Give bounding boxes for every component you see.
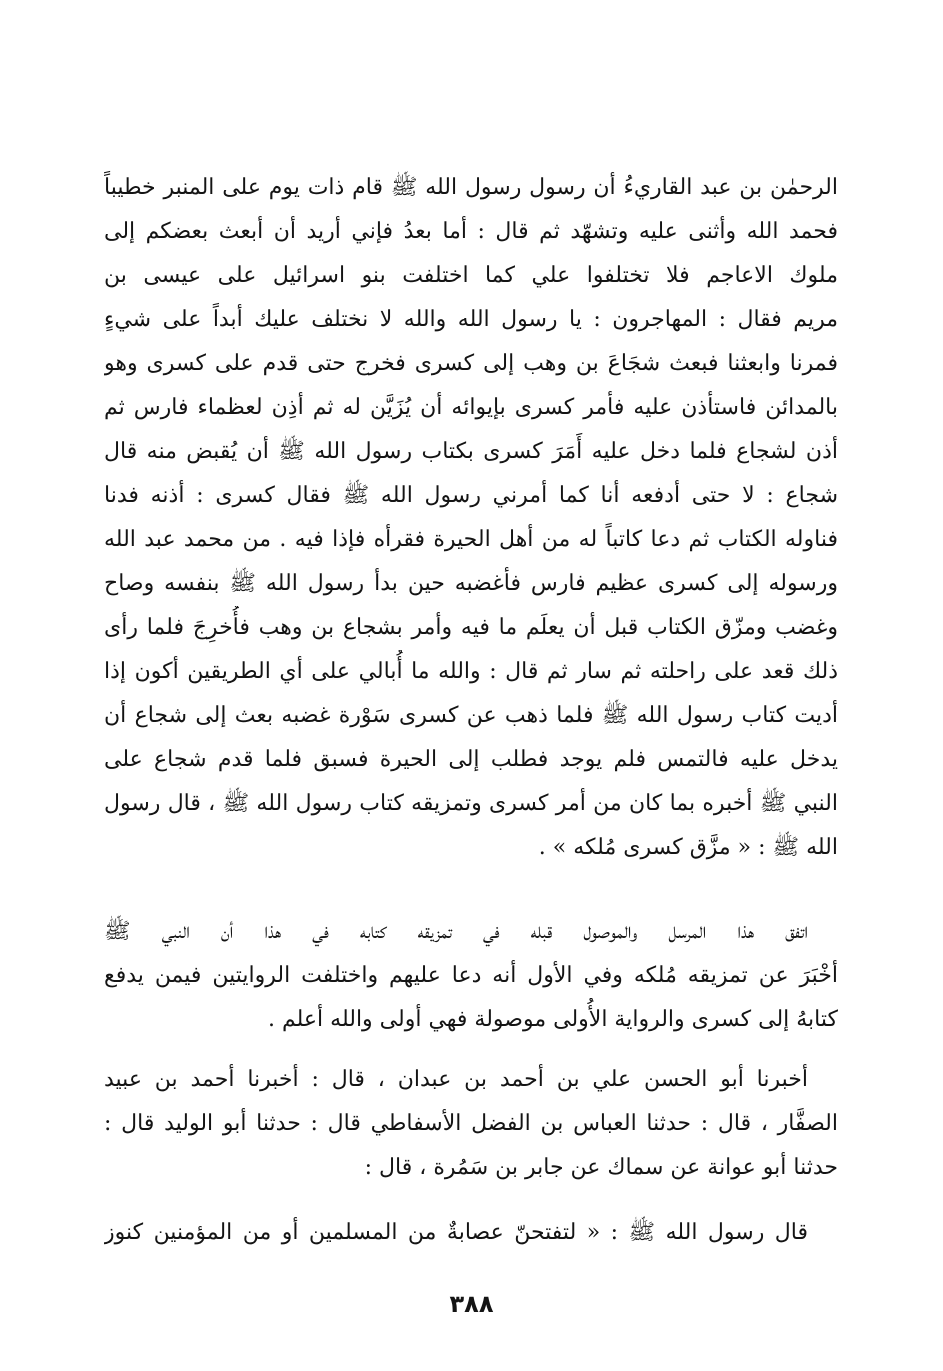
text-line: مريم فقال : المهاجرون : يا رسول الله والله لا نختلف عليك أبداً على شيءٍ (104, 307, 838, 332)
text-line: قال رسول الله ﷺ : « لتفتحنّ عصابةٌ من المسلمين أو من المؤمنين كنوز (104, 1220, 808, 1245)
page-number: ٣٨٨ (449, 1290, 494, 1318)
text-line: كتابهُ إلى كسرى والرواية الأُولى موصولة فهي أولى والله أعلم . (268, 1007, 838, 1032)
text-line: أديت كتاب رسول الله ﷺ فلما ذهب عن كسرى سَوْرة غضبه بعث إلى شجاع أن (104, 703, 838, 728)
text-line: أذن لشجاع فلما دخل عليه أَمَرَ كسرى بكتاب رسول الله ﷺ أن يُقبض منه قال (104, 439, 838, 464)
text-line: اتفق هذا المرسل والموصول قبله في تمزيقه كتابه في هذا أن النبي ﷺ (104, 919, 808, 944)
text-line: أخبرنا أبو الحسن علي بن أحمد بن عبدان ، قال : أخبرنا أحمد بن عبيد (104, 1067, 808, 1092)
text-line: بالمدائن فاستأذن عليه فأمر كسرى بإيوائه أن يُزَيَّن له ثم أذِن لعظماء فارس ثم (104, 395, 838, 420)
text-line: أخْبَرَ عن تمزيقه مُلكه وفي الأول أنه دعا عليهم واختلفت الروايتين فيمن يدفع (104, 963, 838, 988)
text-line: فناوله الكتاب ثم دعا كاتباً له من أهل الحيرة فقرأه فإذا فيه . من محمد عبد الله (104, 527, 838, 552)
paragraph-hadith (104, 1211, 838, 1255)
text-line: الرحمٰن بن عبد القاريءُ أن رسول رسول الله ﷺ قام ذات يوم على المنبر خطيباً (104, 175, 838, 200)
text-line: الصفَّار ، قال : حدثنا العباس بن الفضل الأسفاطي قال : حدثنا أبو الوليد قال : (104, 1111, 838, 1136)
text-line: النبي ﷺ أخبره بما كان من أمر كسرى وتمزيقه كتاب رسول الله ﷺ ، قال رسول (104, 791, 838, 816)
text-line: ذلك قعد على راحلته ثم سار ثم قال : والله ما أُبالي على أي الطريقين أكون إذا (104, 659, 838, 684)
text-line: يدخل عليه فالتمس فلم يوجد فطلب إلى الحيرة فسبق فلما قدم شجاع على (104, 747, 838, 772)
text-line: شجاع : لا حتى أدفعه أنا كما أمرني رسول الله ﷺ فقال كسرى : أذنه فدنا (104, 483, 838, 508)
text-line: الله ﷺ : « مزَّق كسرى مُلكه » . (538, 835, 838, 860)
paragraph-isnad (104, 1058, 838, 1190)
paragraph-commentary (104, 910, 838, 1042)
text-line: حدثنا أبو عوانة عن سماك عن جابر بن سَمُرة ، قال : (364, 1155, 838, 1180)
text-line: فمرنا وابعثنا فبعث شجَاعَ بن وهب إلى كسرى فخرج حتى قدم على كسرى وهو (104, 351, 838, 376)
text-line: وغضب ومزّق الكتاب قبل أن يعلَم ما فيه وأمر بشجاع بن وهب فأُخرِجَ فلما رأى (104, 615, 838, 640)
text-line: فحمد الله وأثنى عليه وتشهّد ثم قال : أما بعدُ فإني أريد أن أبعث بعضكم إلى (104, 219, 838, 244)
text-line: ورسوله إلى كسرى عظيم فارس فأغضبه حين بدأ رسول الله ﷺ بنفسه وصاح (104, 571, 838, 596)
text-line: ملوك الاعاجم فلا تختلفوا علي كما اختلفت بنو اسرائيل على عيسى بن (104, 263, 838, 288)
paragraph-kisra-letter (104, 166, 838, 870)
